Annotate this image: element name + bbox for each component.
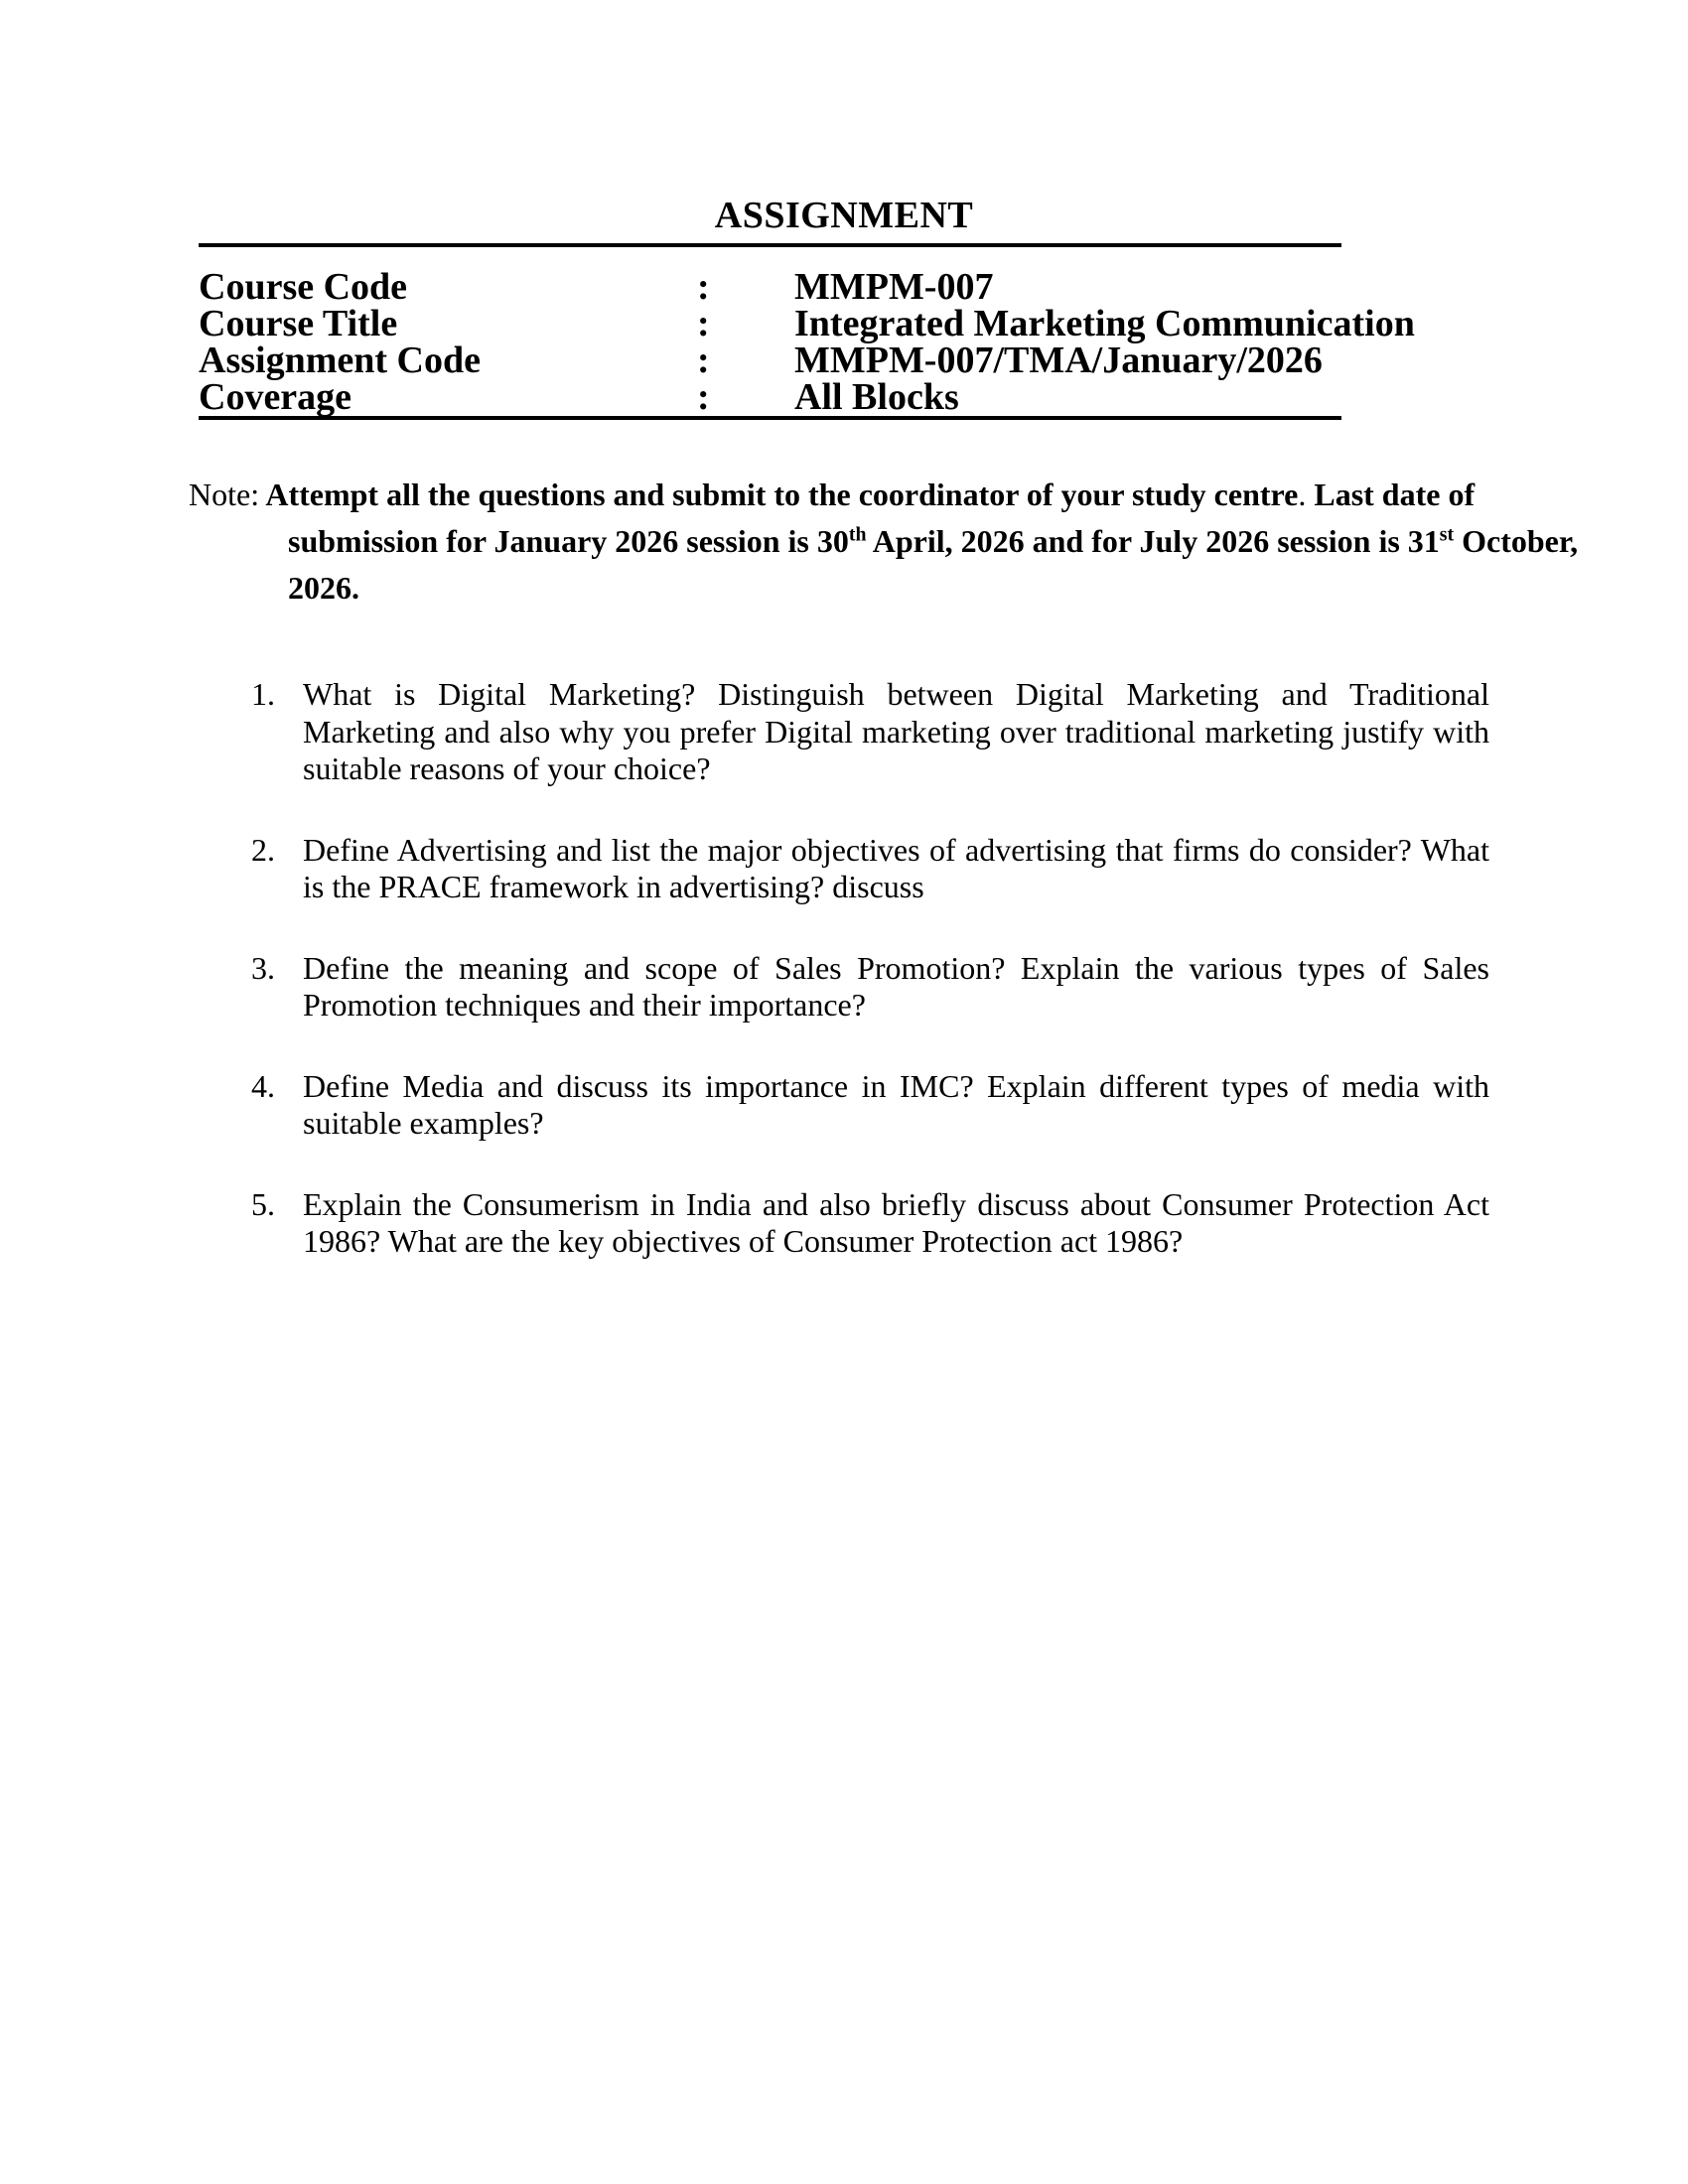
question-item-4 — [251, 1068, 1489, 1143]
course-title-value: Integrated Marketing Communication — [794, 303, 1415, 344]
question-number: 4. — [251, 1067, 275, 1104]
assignment-code-label: Assignment Code — [199, 340, 481, 381]
course-info-row — [199, 342, 1489, 379]
question-text: Define the meaning and scope of Sales Promotion? Explain the various types of Sales Promotion techniques and their importance? — [303, 949, 1489, 1023]
note-text-intro: Attempt all the questions and submit to the coordinator of your study centre — [265, 477, 1299, 512]
course-info-table — [199, 266, 1489, 418]
question-number: 2. — [251, 831, 275, 868]
question-number: 1. — [251, 676, 275, 712]
colon-separator: : — [697, 340, 710, 381]
question-list — [199, 676, 1489, 1261]
question-item-1 — [251, 676, 1489, 788]
question-number: 5. — [251, 1185, 275, 1222]
question-text: Explain the Consumerism in India and also briefly discuss about Consumer Protection Act 1986? What are the key objectives of Consumer Protection act 1986? — [303, 1185, 1489, 1259]
note-text-january: Last date of submission for January 2026 session is 30 — [288, 477, 1476, 559]
question-number: 3. — [251, 949, 275, 986]
course-code-label: Course Code — [199, 266, 408, 308]
note-period: . — [1298, 477, 1307, 512]
colon-separator: : — [697, 266, 710, 308]
coverage-value: All Blocks — [794, 376, 959, 418]
course-code-value: MMPM-007 — [794, 266, 994, 308]
colon-separator: : — [697, 376, 710, 418]
question-item-5 — [251, 1186, 1489, 1261]
ordinal-superscript: st — [1439, 523, 1455, 546]
note-text-july: April, 2026 and for July 2026 session is 31 — [872, 523, 1440, 559]
note-label: Note: — [189, 477, 260, 512]
divider-bottom — [199, 416, 1341, 420]
note-text-end: October, 2026. — [288, 523, 1579, 606]
question-text: Define Advertising and list the major objectives of advertising that firms do consider? What is the PRACE framework in advertising? discuss — [303, 831, 1489, 904]
course-info-row — [199, 266, 1489, 308]
note-paragraph — [189, 472, 1589, 612]
question-text: Define Media and discuss its importance in IMC? Explain different types of media with suitable examples? — [303, 1067, 1489, 1141]
course-info-row — [199, 303, 1489, 344]
page-title: ASSIGNMENT — [714, 195, 974, 236]
divider-top — [199, 243, 1341, 247]
assignment-code-value: MMPM-007/TMA/January/2026 — [794, 340, 1323, 381]
ordinal-superscript: th — [848, 523, 867, 546]
course-title-label: Course Title — [199, 303, 398, 344]
course-info-row — [199, 376, 1489, 418]
question-text: What is Digital Marketing? Distinguish between Digital Marketing and Traditional Marketing and also why you prefer Digital marketing over traditional marketing justify with suitable reasons of your choice? — [303, 676, 1489, 786]
colon-separator: : — [697, 303, 710, 344]
document-content — [189, 0, 1579, 1304]
question-item-3 — [251, 950, 1489, 1024]
coverage-label: Coverage — [199, 376, 352, 418]
question-item-2 — [251, 832, 1489, 906]
